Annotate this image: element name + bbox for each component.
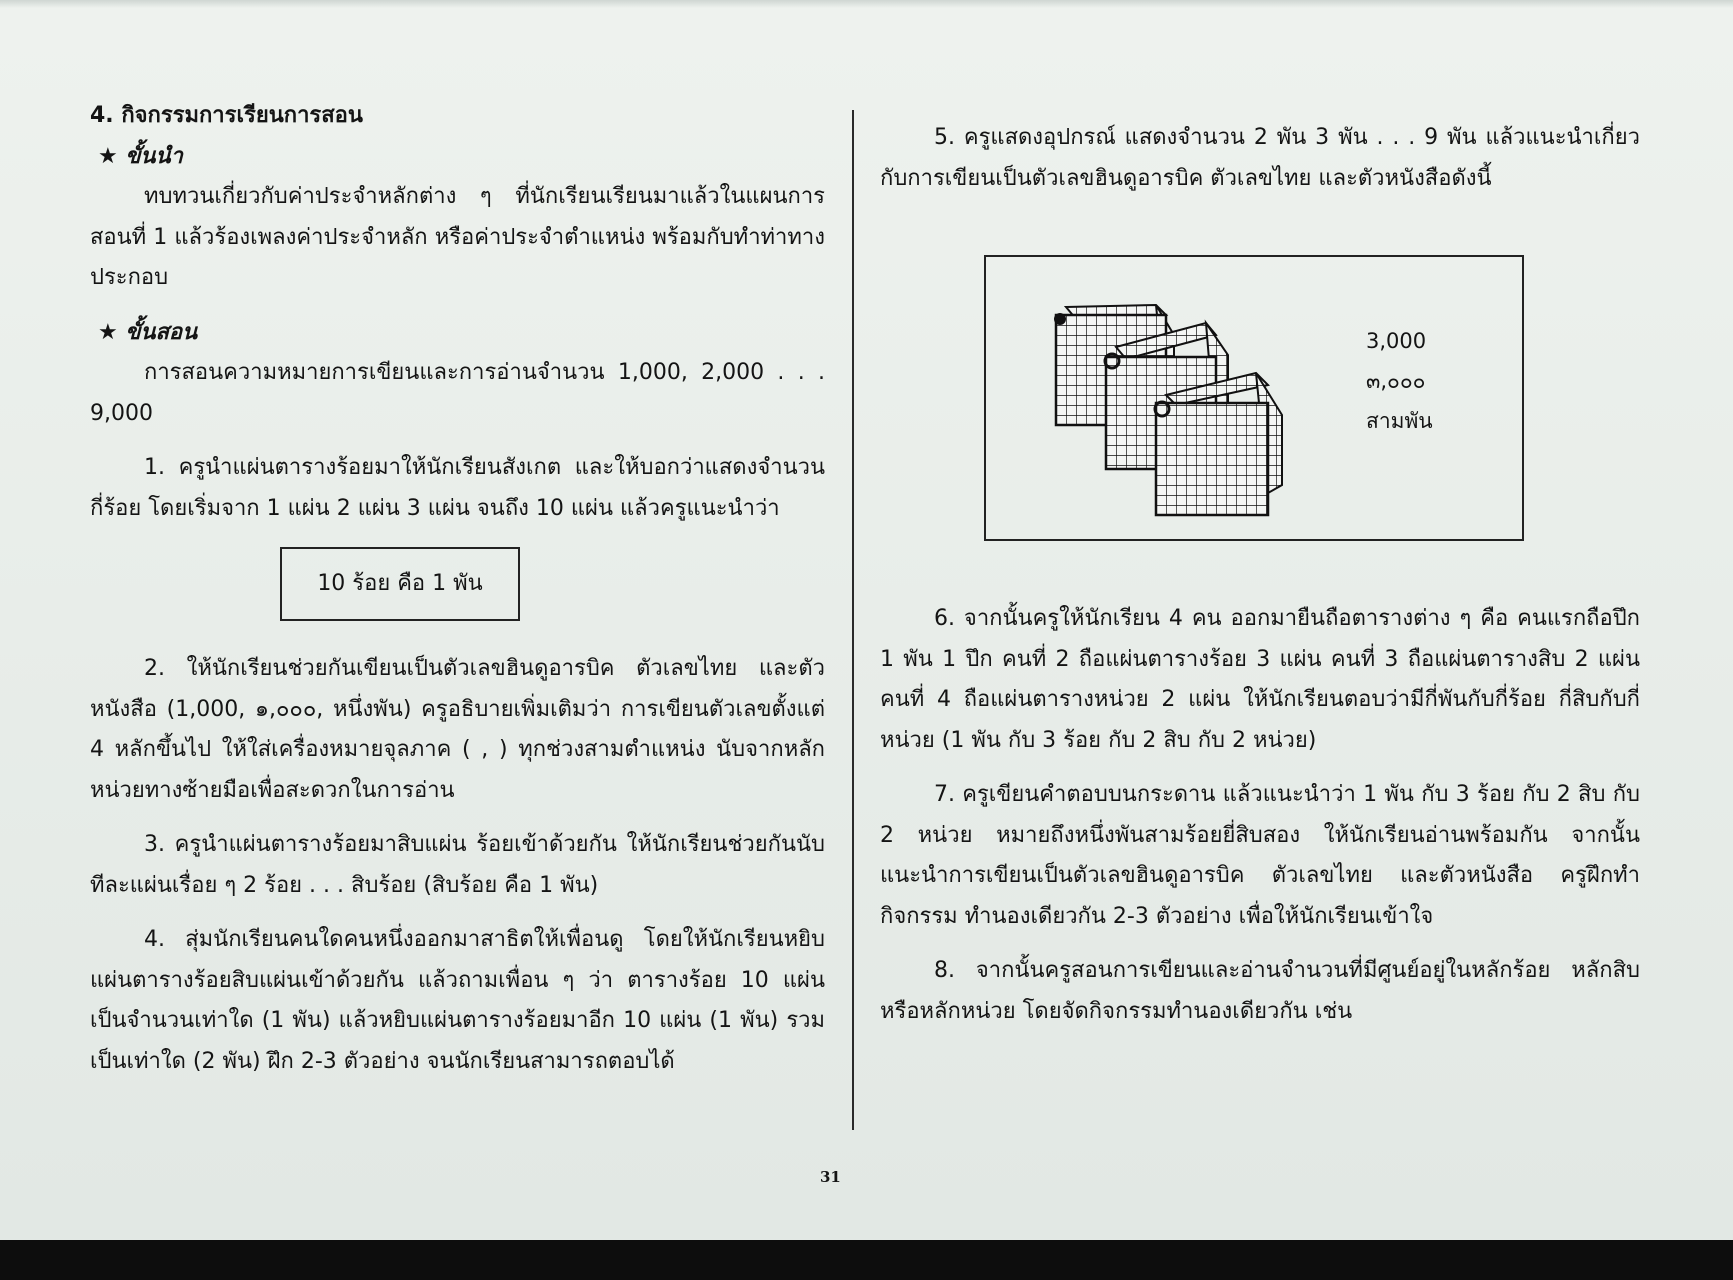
step-4: 4. สุ่มนักเรียนคนใดคนหนึ่งออกมาสาธิตให้เพื่อนดู โดยให้นักเรียนหยิบแผ่นตารางร้อยสิบแผ่นเข้าด้วยกัน แล้วถามเพื่อน ๆ ว่า ตารางร้อย 10 แผ่น เป็นจำนวนเท่าใด (1 พัน) แล้วหยิบแผ่นตารางร้อยมาอีก 10 แผ่น (1 พัน) รวมเป็นเท่าใด (2 พัน) ฝึก 2-3 ตัวอย่าง จนนักเรียนสามารถตอบได้ (90, 927, 825, 1074)
label-words: สามพัน (1366, 409, 1433, 433)
teach-paragraph: การสอนความหมายการเขียนและการอ่านจำนวน 1,000, 2,000 . . . 9,000 (90, 360, 825, 426)
label-arabic: 3,000 (1366, 329, 1427, 353)
step-7: 7. ครูเขียนคำตอบบนกระดาน แล้วแนะนำว่า 1 พัน กับ 3 ร้อย กับ 2 สิบ กับ 2 หน่วย หมายถึงหนึ่งพันสามร้อยยี่สิบสอง ให้นักเรียนอ่านพร้อมกัน จากนั้นแนะนำการเขียนเป็นตัวเลขฮินดูอารบิค ตัวเลขไทย และตัวหนังสือ ครูฝึกทำกิจกรรม ทำนองเดียวกัน 2-3 ตัวอย่าง เพื่อให้นักเรียนเข้าใจ (880, 782, 1640, 929)
step-6: 6. จากนั้นครูให้นักเรียน 4 คน ออกมายืนถือตารางต่าง ๆ คือ คนแรกถือปึก 1 พัน 1 ปึก คนที่ 2 ถือแผ่นตารางร้อย 3 แผ่น คนที่ 3 ถือแผ่นตารางสิบ 2 แผ่น คนที่ 4 ถือแผ่นตารางหน่วย 2 แผ่น ให้นักเรียนตอบว่ามีกี่พันกับกี่ร้อย กี่สิบกับกี่หน่วย (1 พัน กับ 3 ร้อย กับ 2 สิบ กับ 2 หน่วย) (880, 606, 1640, 753)
left-column (90, 96, 825, 1082)
definition-text: 10 ร้อย คือ 1 พัน (317, 570, 483, 596)
label-thai-numeral: ๓,๐๐๐ (1366, 369, 1426, 393)
intro-paragraph: ทบทวนเกี่ยวกับค่าประจำหลักต่าง ๆ ที่นักเรียนเรียนมาแล้วในแผนการสอนที่ 1 แล้วร้องเพลงค่าประจำหลัก หรือค่าประจำตำแหน่ง พร้อมกับทำท่าทางประกอบ (90, 184, 825, 290)
step-5: 5. ครูแสดงอุปกรณ์ แสดงจำนวน 2 พัน 3 พัน . . . 9 พัน แล้วแนะนำเกี่ยวกับการเขียนเป็นตัวเลขฮินดูอารบิค ตัวเลขไทย และตัวหนังสือดังนี้ (880, 125, 1640, 191)
thousand-block-3 (1155, 373, 1282, 515)
intro-title: ★ ขั้นนำ (98, 143, 183, 169)
column-divider (852, 110, 854, 1130)
grid-sheets-illustration (1046, 275, 1346, 525)
step-2: 2. ให้นักเรียนช่วยกันเขียนเป็นตัวเลขฮินดูอารบิค ตัวเลขไทย และตัวหนังสือ (1,000, ๑,๐๐๐, หนึ่งพัน) ครูอธิบายเพิ่มเติมว่า การเขียนตัวเลขตั้งแต่ 4 หลักขึ้นไป ให้ใส่เครื่องหมายจุลภาค ( , ) ทุกช่วงสามตำแหน่ง นับจากหลักหน่วยทางซ้ายมือเพื่อสะดวกในการอ่าน (90, 656, 825, 803)
definition-box (280, 547, 520, 621)
page-number: 31 (820, 1168, 841, 1186)
thousands-figure (984, 255, 1524, 541)
section-heading: 4. กิจกรรมการเรียนการสอน (90, 103, 363, 128)
step-1: 1. ครูนำแผ่นตารางร้อยมาให้นักเรียนสังเกต และให้บอกว่าแสดงจำนวนกี่ร้อย โดยเริ่มจาก 1 แผ่น 2 แผ่น 3 แผ่น จนถึง 10 แผ่น แล้วครูแนะนำว่า (90, 455, 825, 521)
figure-labels (1366, 321, 1433, 441)
teach-title: ★ ขั้นสอน (98, 319, 198, 345)
right-column (880, 118, 1640, 1032)
page-edge (0, 0, 1733, 8)
step-3: 3. ครูนำแผ่นตารางร้อยมาสิบแผ่น ร้อยเข้าด้วยกัน ให้นักเรียนช่วยกันนับทีละแผ่นเรื่อย ๆ 2 ร้อย . . . สิบร้อย (สิบร้อย คือ 1 พัน) (90, 832, 825, 898)
step-8: 8. จากนั้นครูสอนการเขียนและอ่านจำนวนที่มีศูนย์อยู่ในหลักร้อย หลักสิบ หรือหลักหน่วย โดยจัดกิจกรรมทำนองเดียวกัน เช่น (880, 958, 1640, 1024)
